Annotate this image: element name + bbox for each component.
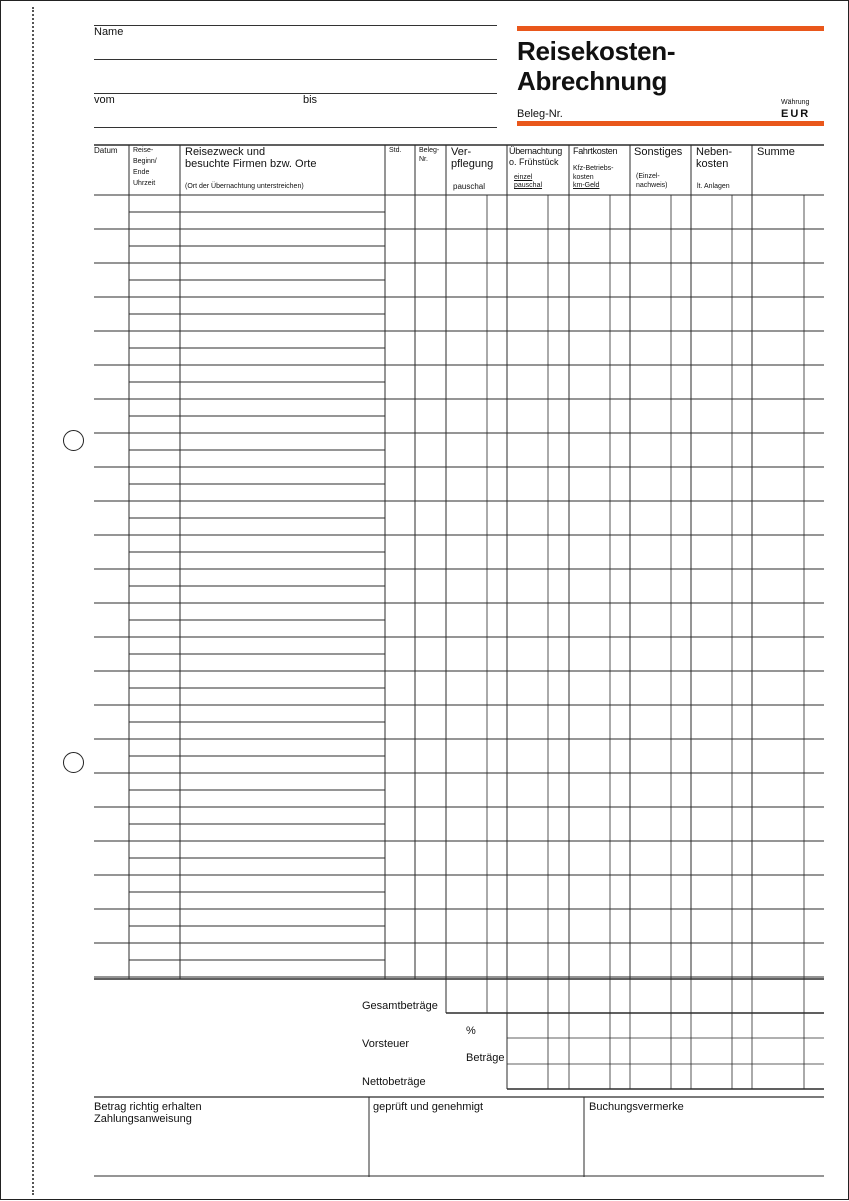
zahlungsanweisung-label: Zahlungsanweisung [94,1113,192,1125]
expense-table-grid [1,1,849,1201]
col-verpflegung-sub: pauschal [453,182,486,191]
col-verpflegung-header-2: pflegung [451,158,494,170]
buchungsvermerke-label: Buchungsvermerke [589,1101,684,1113]
col-zweck-header-1: Reisezweck und [185,146,266,158]
col-uebernachtung-sub-1: einzel [514,174,533,181]
waehrung-label: Währung [781,99,810,106]
title-line-1: Reisekosten- [517,36,676,66]
vorsteuer-label: Vorsteuer [362,1038,410,1050]
col-sonstiges-sub-2: nachweis) [636,182,668,189]
col-fahrtkosten-header: Fahrtkosten [573,146,618,156]
col-uebernachtung-header-2: o. Frühstück [509,157,559,167]
betrag-erhalten-label: Betrag richtig erhalten [94,1101,202,1113]
bis-label: bis [303,94,318,106]
col-uebernachtung-header-1: Übernachtung [509,146,562,156]
betraege-label: Beträge [466,1052,505,1064]
geprueft-label: geprüft und genehmigt [373,1101,484,1113]
col-reise-header-4: Uhrzeit [133,180,156,187]
col-datum-header: Datum [94,146,118,155]
col-nebenkosten-header-1: Neben- [696,146,733,158]
col-fahrtkosten-sub-1: Kfz-Betriebs- [573,165,614,172]
title-line-2: Abrechnung [517,66,668,96]
name-label: Name [94,26,124,38]
col-uebernachtung-sub-2: pauschal [514,182,543,189]
col-nebenkosten-sub: lt. Anlagen [697,183,730,190]
col-zweck-header-2: besuchte Firmen bzw. Orte [185,158,317,170]
col-sonstiges-sub-1: (Einzel- [636,173,660,180]
beleg-nr-label: Beleg-Nr. [517,108,563,120]
col-reise-header-3: Ende [133,169,150,176]
currency-value: EUR [781,108,811,120]
col-fahrtkosten-sub-3: km-Geld [573,182,600,189]
col-std-header: Std. [389,147,402,154]
col-beleg-header-1: Beleg- [419,147,440,154]
col-reise-header-2: Beginn/ [133,158,157,165]
col-nebenkosten-header-2: kosten [696,158,729,170]
col-zweck-note: (Ort der Übernachtung unterstreichen) [185,183,304,190]
percent-label: % [466,1025,476,1037]
col-sonstiges-header: Sonstiges [634,146,683,158]
col-beleg-header-2: Nr. [419,156,428,163]
col-reise-header-1: Reise- [133,147,154,154]
nettobetraege-label: Nettobeträge [362,1076,426,1088]
col-fahrtkosten-sub-2: kosten [573,174,594,181]
gesamtbetraege-label: Gesamtbeträge [362,1000,438,1012]
col-verpflegung-header-1: Ver- [451,146,472,158]
col-summe-header: Summe [757,146,795,158]
vom-label: vom [94,94,115,106]
